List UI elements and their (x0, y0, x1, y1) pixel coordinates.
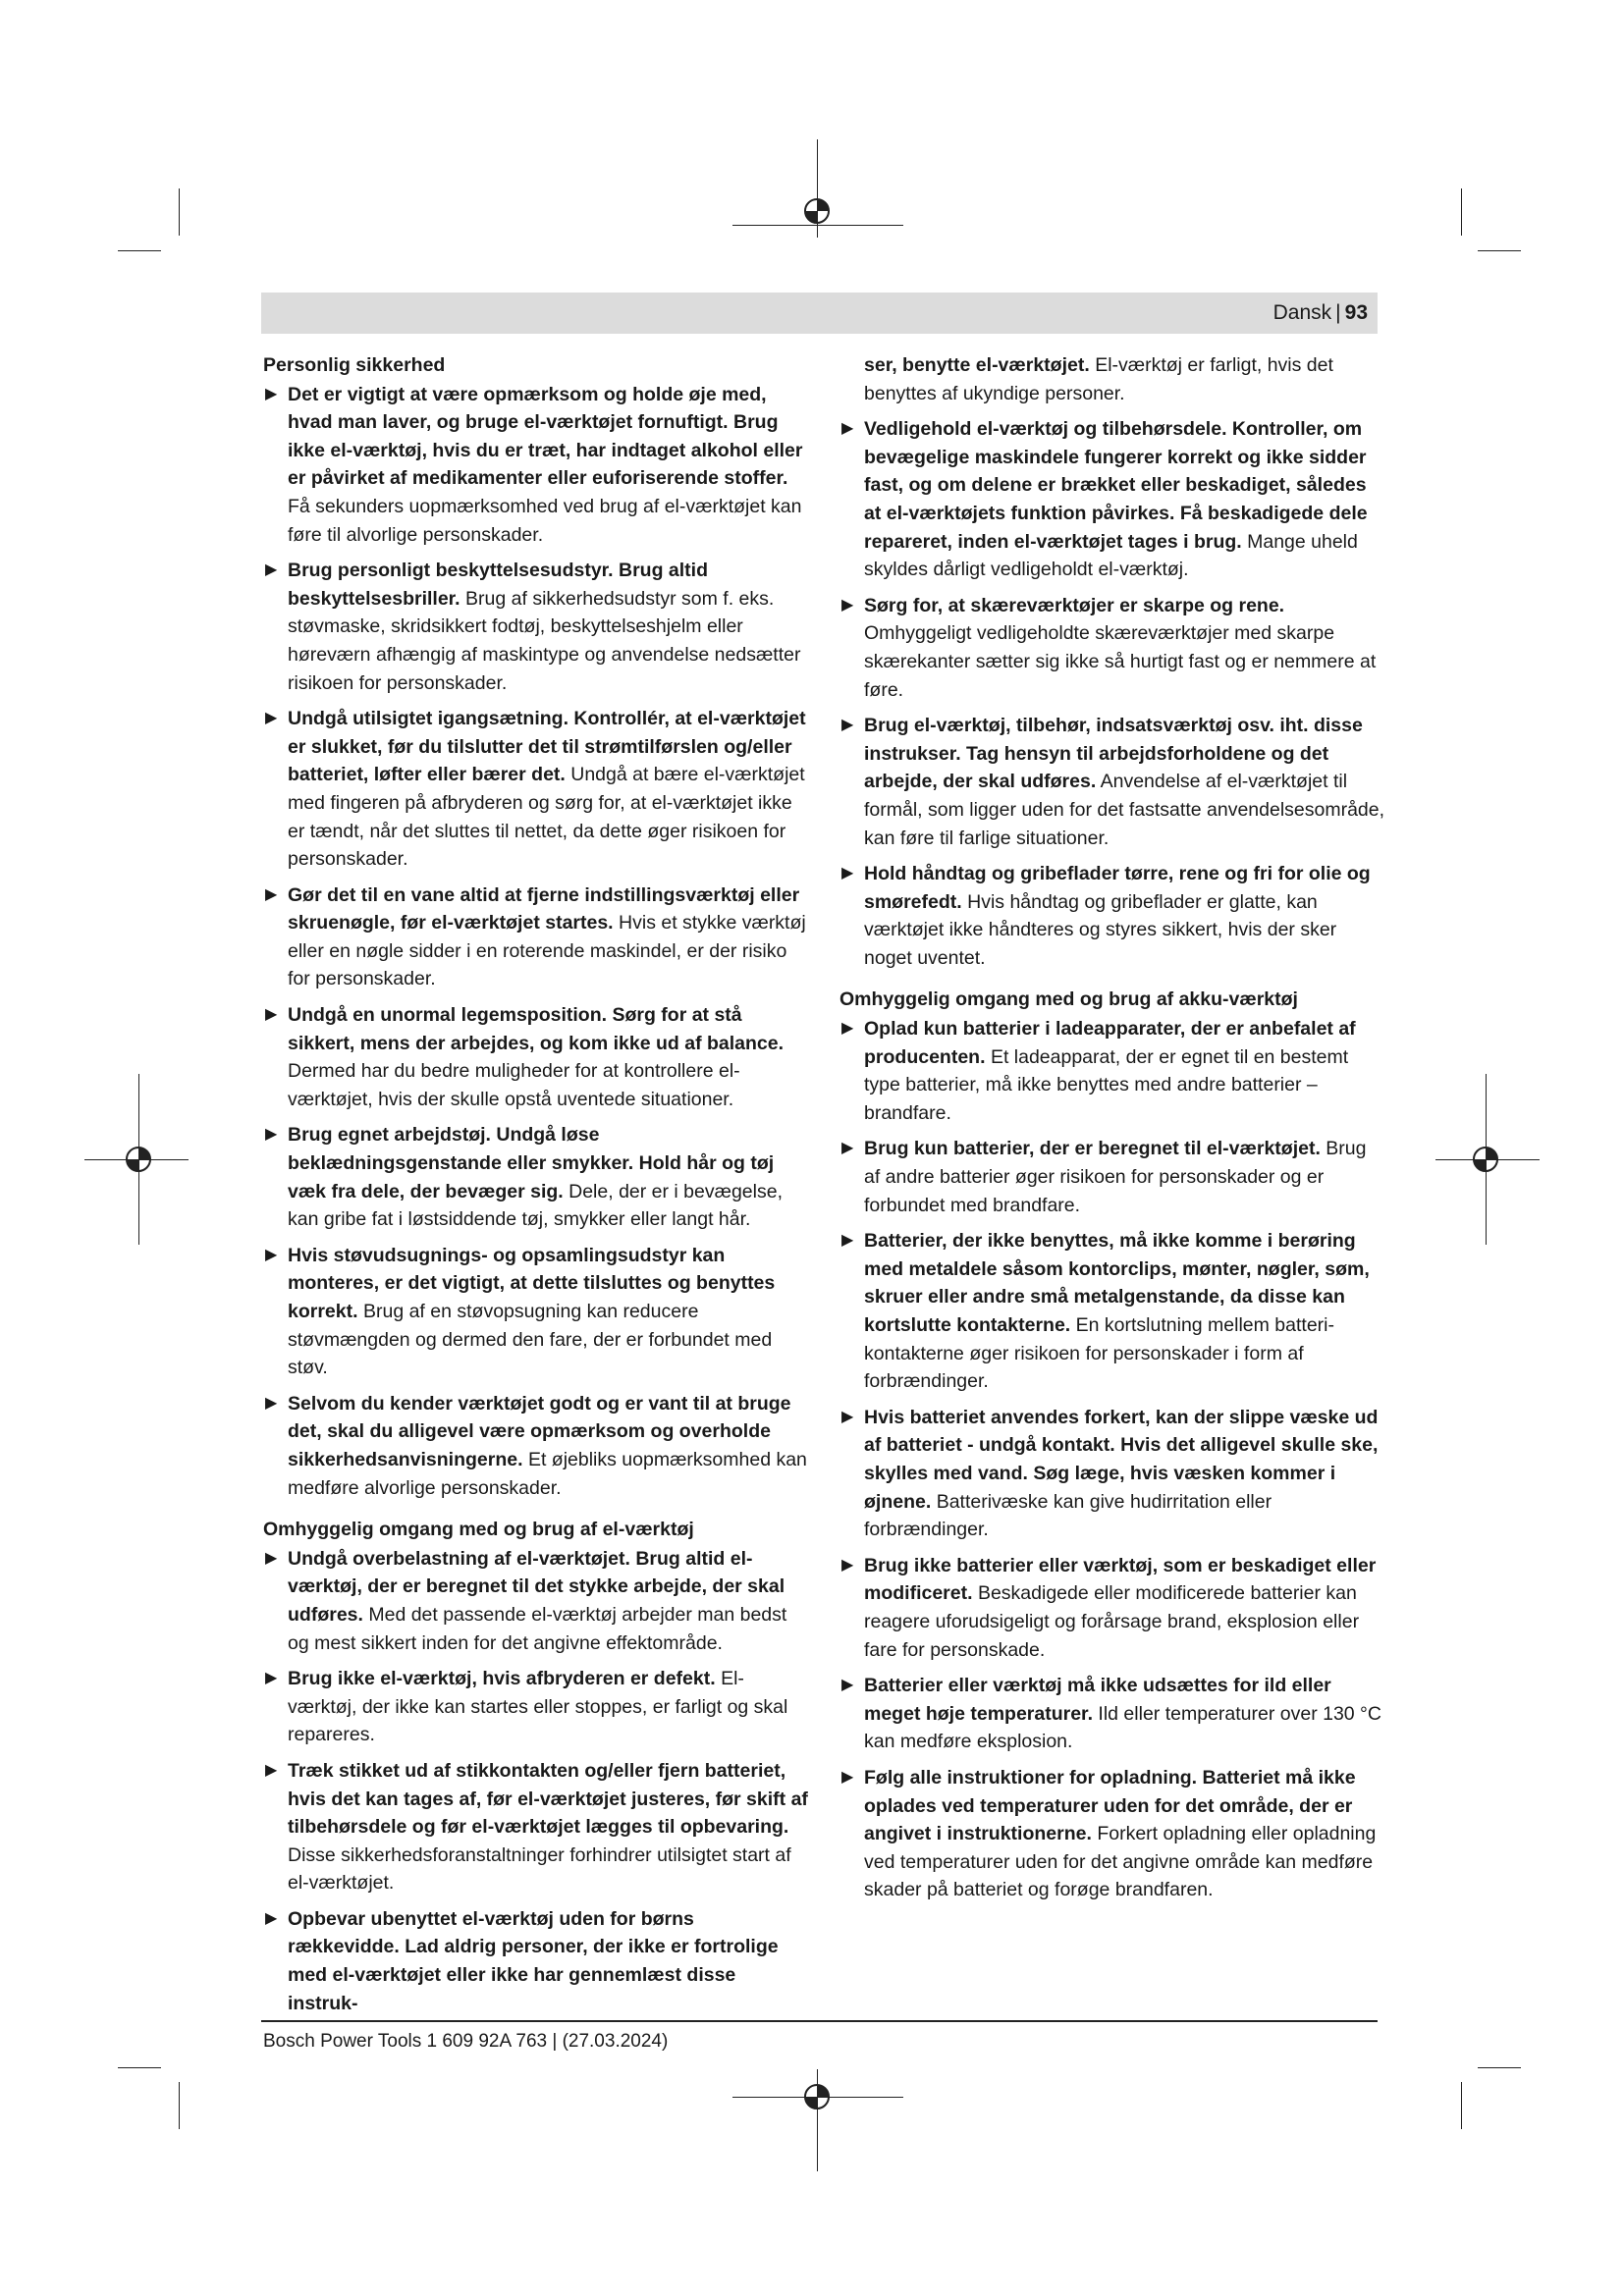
safety-item (839, 1227, 1385, 1396)
bullet-arrow-icon: ▶ (265, 1006, 278, 1024)
item-bold-text: Hold håndtag og gribeflader tørre, rene og fri for olie og smørefedt. (864, 863, 1371, 913)
item-normal-text: Dele, der er i bevægelse, kan gribe fat i løstsiddende tøj, smykker eller langt hår. (288, 1180, 783, 1231)
bullet-arrow-icon: ▶ (841, 865, 854, 882)
crop-mark (179, 188, 180, 236)
bullet-arrow-icon: ▶ (841, 1232, 854, 1250)
item-normal-text: El-værktøj er farligt, hvis det benyttes af ukyndige personer. (864, 354, 1333, 404)
safety-item (263, 557, 809, 697)
bullet-arrow-icon: ▶ (265, 1761, 278, 1779)
safety-item (839, 1015, 1385, 1127)
safety-item (839, 1404, 1385, 1544)
safety-item (839, 1135, 1385, 1219)
safety-item (263, 1242, 809, 1382)
bullet-arrow-icon: ▶ (265, 1909, 278, 1927)
crop-mark (118, 2067, 161, 2068)
bullet-arrow-icon: ▶ (265, 1126, 278, 1144)
registration-mark-icon (1471, 1145, 1500, 1174)
bullet-arrow-icon: ▶ (265, 1394, 278, 1412)
item-bold-text: Brug el-værktøj, tilbehør, indsatsværktøj osv. iht. disse instrukser. Tag hensyn til arbejdsforholdene og det arbejde, der skal udføres. (864, 715, 1363, 793)
item-normal-text: El-værktøj, der ikke kan startes eller stoppes, er farligt og skal repareres. (288, 1668, 788, 1746)
item-normal-text: Undgå at bære el-værktøjet med fingeren på afbryderen og sørg for, at el-værktøjet ikke er tændt, når det sluttes til nettet, da dette øger risikoen for personskader. (288, 764, 805, 871)
header-language: Dansk (1272, 301, 1332, 324)
item-normal-text: Hvis håndtag og gribeflader er glatte, kan værktøjet ikke håndteres og styres sikkert, hvis der sker noget uventet. (864, 890, 1337, 969)
item-normal-text: Dermed har du bedre muligheder for at kontrollere el-værktøjet, hvis der skulle opstå uventede situationer. (288, 1060, 740, 1110)
footer-rule (261, 2020, 1378, 2022)
bullet-arrow-icon: ▶ (265, 1549, 278, 1567)
safety-item (839, 1552, 1385, 1664)
header-label: Dansk | 93 (1272, 301, 1368, 324)
bullet-arrow-icon: ▶ (841, 1556, 854, 1574)
item-normal-text: Omhyggeligt vedligeholdte skæreværktøjer med skarpe skærekanter sætter sig ikke så hurtigt fast og er nemmere at føre. (864, 622, 1377, 701)
safety-item (839, 860, 1385, 972)
safety-item (839, 1672, 1385, 1756)
section-heading: Omhyggelig omgang med og brug af el-værktøj (263, 1519, 694, 1541)
crop-mark (179, 2082, 180, 2129)
item-bold-text: Gør det til en vane altid at fjerne indstillingsværktøj eller skruenøgle, før el-værktøjet startes. (288, 883, 800, 934)
bullet-arrow-icon: ▶ (841, 1677, 854, 1694)
item-normal-text: Mange uheld skyldes dårligt vedligeholdt el-værktøj. (864, 530, 1358, 581)
crop-mark (1478, 2067, 1521, 2068)
safety-item (263, 1757, 809, 1897)
bullet-arrow-icon: ▶ (841, 1408, 854, 1425)
safety-item (263, 1001, 809, 1113)
item-normal-text: Ild eller temperaturer over 130 °C kan medføre eksplosion. (864, 1702, 1381, 1753)
item-normal-text: Brug af andre batterier øger risikoen for personskader og er forbundet med brandfare. (864, 1138, 1367, 1216)
bullet-arrow-icon: ▶ (841, 596, 854, 614)
safety-item (263, 1905, 809, 2017)
item-normal-text: Brug af en støvopsugning kan reducere støvmængden og dermed den fare, der er forbundet med støv. (288, 1301, 773, 1379)
item-bold-text: Batterier eller værktøj må ikke udsættes for ild eller meget høje temperaturer. (864, 1675, 1331, 1725)
right-column (839, 351, 1385, 1912)
page-number: 93 (1344, 301, 1368, 324)
crop-mark (1461, 188, 1462, 236)
item-bold-text: Batterier, der ikke benyttes, må ikke komme i berøring med metaldele såsom kontorclips, mønter, nøgler, søm, skruer eller andre små metalgenstande, da disse kan kortslutte kontakterne. (864, 1230, 1370, 1336)
item-bold-text: Brug egnet arbejdstøj. Undgå løse beklædningsgenstande eller smykker. Hold hår og tøj væk fra dele, der bevæger sig. (288, 1124, 775, 1202)
item-bold-text: Selvom du kender værktøjet godt og er vant til at bruge det, skal du alligevel være opmærksom og overholde sikkerhedsanvisningerne. (288, 1392, 791, 1470)
safety-item (263, 381, 809, 550)
bullet-arrow-icon: ▶ (265, 1670, 278, 1687)
item-bold-text: Brug kun batterier, der er beregnet til el-værktøjet. (864, 1138, 1321, 1160)
safety-item (839, 712, 1385, 852)
item-normal-text: Disse sikkerhedsforanstaltninger forhindrer utilsigtet start af el-værktøjet. (288, 1843, 791, 1895)
section-heading: Personlig sikkerhed (263, 354, 446, 376)
crop-mark (1461, 2082, 1462, 2129)
bullet-arrow-icon: ▶ (265, 885, 278, 903)
safety-item (263, 705, 809, 874)
item-bold-text: Brug ikke batterier eller værktøj, som er beskadiget eller modificeret. (864, 1554, 1377, 1605)
safety-item (839, 415, 1385, 584)
safety-item (263, 881, 809, 993)
item-bold-text: Hvis støvudsugnings- og opsamlingsudstyr kan monteres, er det vigtigt, at dette tilsluttes og benyttes korrekt. (288, 1244, 776, 1322)
safety-item (263, 1665, 809, 1749)
item-normal-text: Med det passende el-værktøj arbejder man bedst og mest sikkert inden for det angivne effektområde. (288, 1603, 787, 1654)
bullet-arrow-icon: ▶ (841, 1768, 854, 1786)
item-bold-text: Hvis batteriet anvendes forkert, kan der slippe væske ud af batteriet - undgå kontakt. Hvis det alligevel skulle ske, skylles med vand. Søg læge, hvis væsken kommer i øjnene. (864, 1406, 1379, 1513)
bullet-arrow-icon: ▶ (265, 1246, 278, 1263)
safety-item (263, 1545, 809, 1657)
bullet-arrow-icon: ▶ (841, 1020, 854, 1038)
safety-item (263, 1390, 809, 1502)
item-bold-text: Opbevar ubenyttet el-værktøj uden for børns rækkevidde. Lad aldrig personer, der ikke er fortrolige med el-værktøjet eller ikke har gennemlæst disse instruk- (288, 1907, 779, 2014)
item-bold-text: Det er vigtigt at være opmærksom og holde øje med, hvad man laver, og bruge el-værktøjet fornuftigt. Brug ikke el-værktøj, hvis du er træt, har indtaget alkohol eller er påvirket af medikamenter eller euforiserende stoffer. (288, 383, 803, 490)
item-normal-text: Forkert opladning eller opladning ved temperaturer uden for det angivne område kan medføre skader på batteriet og forøge brandfaren. (864, 1823, 1377, 1901)
bullet-arrow-icon: ▶ (841, 1140, 854, 1157)
item-normal-text: Brug af sikkerhedsudstyr som f. eks. støvmaske, skridsikkert fodtøj, beskyttelseshjelm eller høreværn afhængig af maskintype og anvendelse nedsætter risikoen for personskader. (288, 587, 801, 694)
bullet-arrow-icon: ▶ (265, 385, 278, 402)
item-normal-text: Et øjebliks uopmærksomhed kan medføre alvorlige personskader. (288, 1448, 807, 1499)
item-bold-text: Sørg for, at skæreværktøjer er skarpe og rene. (864, 594, 1285, 616)
item-normal-text: Få sekunders uopmærksomhed ved brug af el-værktøjet kan føre til alvorlige personskader. (288, 495, 802, 546)
item-bold-text: Oplad kun batterier i ladeapparater, der er anbefalet af producenten. (864, 1018, 1356, 1068)
item-normal-text: Anvendelse af el-værktøjet til formål, som ligger uden for det fastsatte anvendelsesområde, kan føre til farlige situationer. (864, 771, 1385, 849)
crop-mark (1478, 250, 1521, 251)
item-normal-text: Beskadigede eller modificerede batterier kan reagere uforudsigeligt og forårsage brand, eksplosion eller fare for personskade. (864, 1582, 1360, 1661)
safety-item-continuation (839, 351, 1385, 407)
safety-item (263, 1121, 809, 1233)
item-bold-text: Vedligehold el-værktøj og tilbehørsdele. Kontroller, om bevægelige maskindele fungerer korrekt og ikke sidder fast, og om delene er brækket eller beskadiget, således at el-værktøjets funktion påvirkes. Få beskadigede dele repareret, inden el-værktøjet tages i brug. (864, 418, 1368, 553)
safety-item (839, 592, 1385, 704)
item-bold-text: Undgå utilsigtet igangsætning. Kontrollér, at el-værktøjet er slukket, før du tilslutter det til strømtilførslen og/eller batteriet, løfter eller bærer det. (288, 708, 806, 786)
bullet-arrow-icon: ▶ (265, 710, 278, 727)
registration-mark-icon (802, 196, 832, 226)
item-bold-text: Undgå en unormal legemsposition. Sørg for at stå sikkert, mens der arbejdes, og kom ikke ud af balance. (288, 1004, 785, 1054)
section-heading: Omhyggelig omgang med og brug af akku-værktøj (839, 988, 1298, 1011)
registration-mark-icon (802, 2082, 832, 2111)
item-bold-text: ser, benytte el-værktøjet. (864, 354, 1090, 376)
item-bold-text: Brug personligt beskyttelsesudstyr. Brug altid beskyttelsesbriller. (288, 560, 709, 610)
item-bold-text: Brug ikke el-værktøj, hvis afbryderen er defekt. (288, 1668, 716, 1690)
item-normal-text: Batterivæske kan give hudirritation eller forbrændinger. (864, 1490, 1272, 1541)
crop-mark (118, 250, 161, 251)
footer-text: Bosch Power Tools 1 609 92A 763 | (27.03.2024) (263, 2031, 669, 2052)
page-header (261, 293, 1378, 334)
item-normal-text: Hvis et stykke værktøj eller en nøgle sidder i en roterende maskindel, er der risiko for personskader. (288, 912, 806, 990)
bullet-arrow-icon: ▶ (841, 420, 854, 438)
item-bold-text: Følg alle instruktioner for opladning. Batteriet må ikke oplades ved temperaturer uden for det område, der er angivet i instruktionerne. (864, 1766, 1356, 1845)
item-bold-text: Træk stikket ud af stikkontakten og/eller fjern batteriet, hvis det kan tages af, før el-værktøjet justeres, før skift af tilbehørsdele og før el-værktøjet lægges til opbevaring. (288, 1759, 808, 1839)
item-normal-text: En kortslutning mellem batteri-kontakterne øger risikoen for personskader i form af forbrændinger. (864, 1314, 1334, 1393)
item-bold-text: Undgå overbelastning af el-værktøjet. Brug altid el-værktøj, der er beregnet til det stykke arbejde, der skal udføres. (288, 1547, 785, 1626)
item-normal-text: Et ladeapparat, der er egnet til en bestemt type batterier, må ikke benyttes med andre batterier – brandfare. (864, 1045, 1349, 1124)
bullet-arrow-icon: ▶ (265, 561, 278, 579)
registration-mark-icon (124, 1145, 153, 1174)
safety-item (839, 1764, 1385, 1904)
bullet-arrow-icon: ▶ (841, 717, 854, 734)
left-column (263, 351, 809, 2025)
